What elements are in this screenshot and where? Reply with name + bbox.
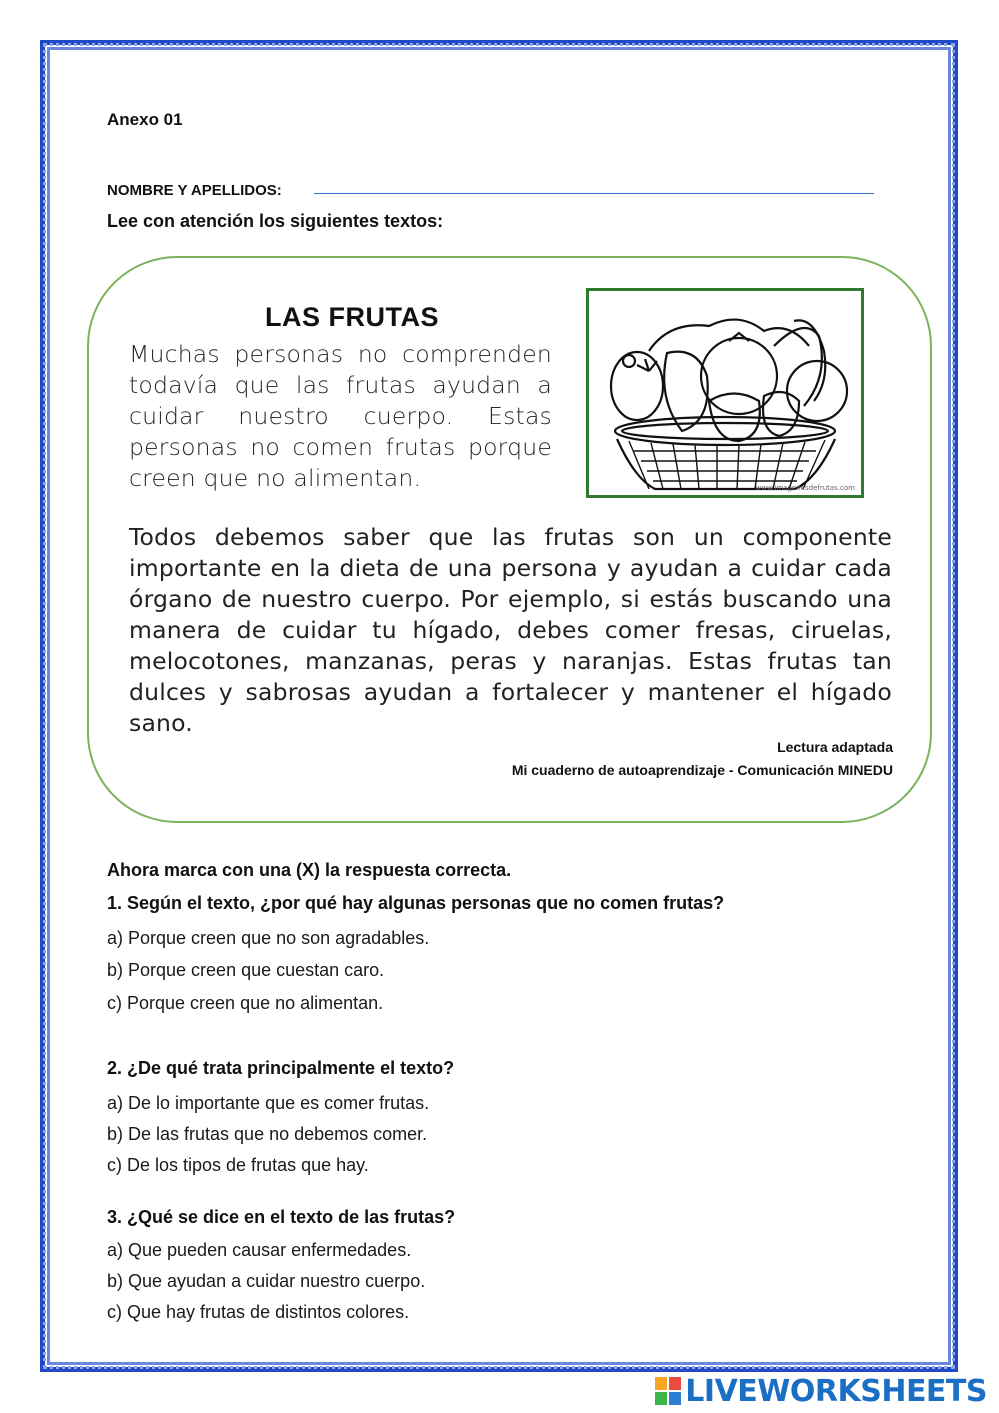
question-2-option-b[interactable]: b) De las frutas que no debemos comer. xyxy=(107,1124,428,1144)
source-line-1: Lectura adaptada xyxy=(777,739,893,755)
image-credit: www.imagenesdefrutas.com xyxy=(755,484,855,492)
liveworksheets-logo[interactable] xyxy=(655,1372,987,1410)
annex-label: Anexo 01 xyxy=(107,110,183,129)
reading-paragraph-1: Muchas personas no comprenden todavía que las frutas ayudan a cuidar nuestro cuerpo. Estas personas no comen frutas porque creen que no alimentan. xyxy=(129,340,552,492)
question-2-option-c[interactable]: c) De los tipos de frutas que hay. xyxy=(107,1155,369,1175)
brand-text: LIVEWORKSHEETS xyxy=(685,1373,987,1409)
question-1-option-b[interactable]: b) Porque creen que cuestan caro. xyxy=(107,960,385,980)
question-1-option-c[interactable]: c) Porque creen que no alimentan. xyxy=(107,993,384,1013)
question-2-option-a[interactable]: a) De lo importante que es comer frutas. xyxy=(107,1093,430,1113)
question-3-option-b[interactable]: b) Que ayudan a cuidar nuestro cuerpo. xyxy=(107,1271,426,1291)
reading-title: LAS FRUTAS xyxy=(265,302,439,332)
name-label: NOMBRE Y APELLIDOS: xyxy=(107,182,282,199)
source-line-2: Mi cuaderno de autoaprendizaje - Comunicación MINEDU xyxy=(511,762,893,778)
question-3-option-c[interactable]: c) Que hay frutas de distintos colores. xyxy=(107,1302,410,1322)
reading-paragraph-2: Todos debemos saber que las frutas son un componente importante en la dieta de una persona y ayudan a cuidar cada órgano de nuestro cuerpo. Por ejemplo, si estás buscando una manera de cuidar tu hígado, debes comer fresas, ciruelas, melocotones, manzanas, peras y naranjas. Estas frutas tan dulces y sabrosas ayudan a fortalecer y mantener el hígado sano. xyxy=(129,523,892,737)
question-2: 2. ¿De qué trata principalmente el texto? xyxy=(107,1058,455,1078)
intro-instruction: Lee con atención los siguientes textos: xyxy=(107,211,444,231)
quiz-instruction: Ahora marca con una (X) la respuesta correcta. xyxy=(107,860,512,880)
question-3: 3. ¿Qué se dice en el texto de las frutas? xyxy=(107,1207,456,1227)
liveworksheets-icon xyxy=(655,1377,681,1405)
question-1-option-a[interactable]: a) Porque creen que no son agradables. xyxy=(107,928,430,948)
question-1: 1. Según el texto, ¿por qué hay algunas personas que no comen frutas? xyxy=(107,893,725,913)
name-input-line[interactable] xyxy=(314,193,874,194)
fruit-basket-icon xyxy=(589,291,861,495)
question-3-option-a[interactable]: a) Que pueden causar enfermedades. xyxy=(107,1240,412,1260)
fruit-basket-image xyxy=(586,288,864,498)
